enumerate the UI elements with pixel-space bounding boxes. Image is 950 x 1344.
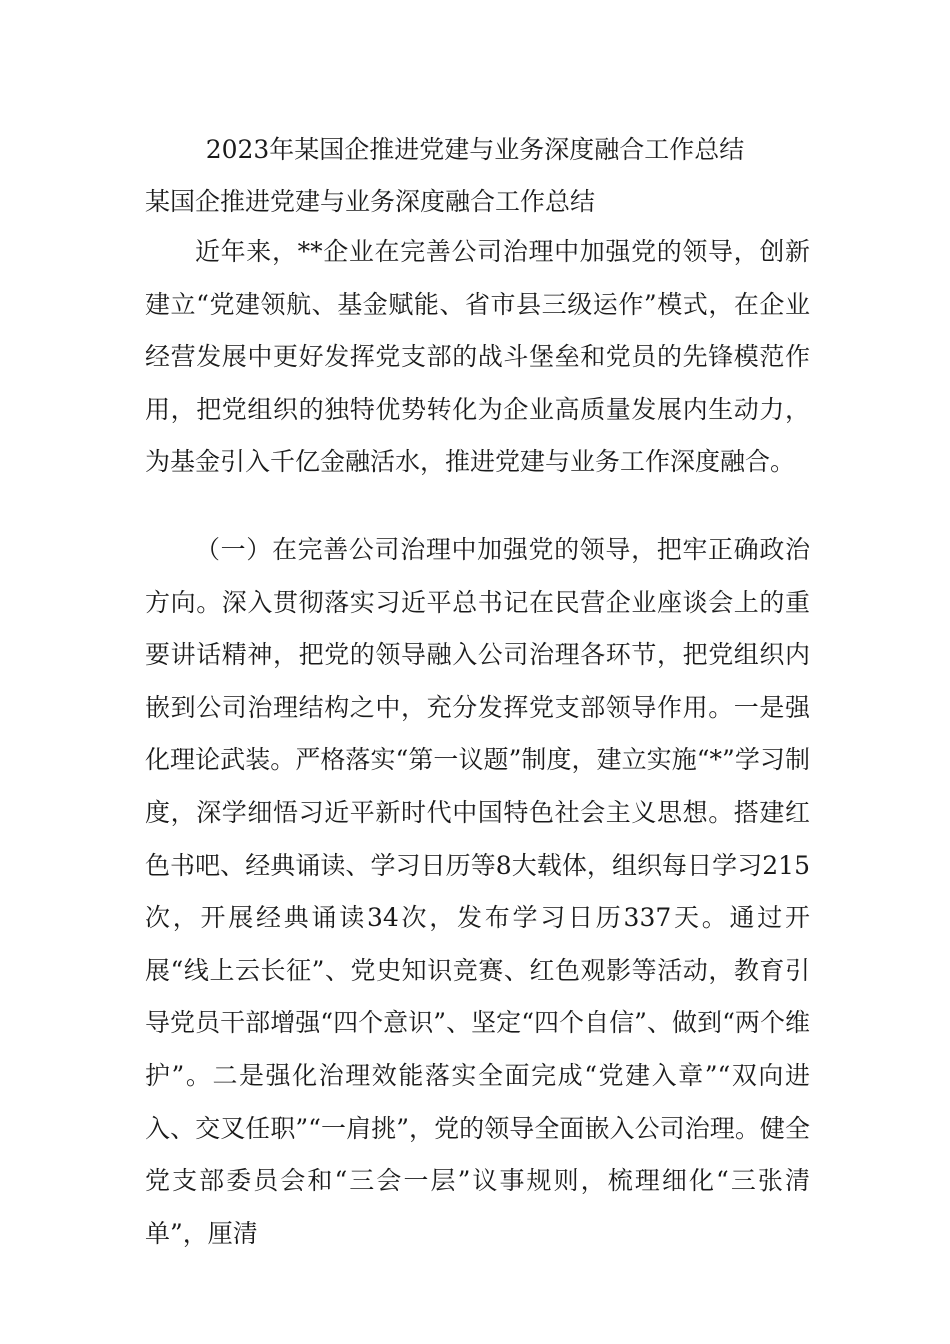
document-title: 2023年某国企推进党建与业务深度融合工作总结 (205, 135, 745, 164)
document-subtitle: 某国企推进党建与业务深度融合工作总结 (145, 187, 596, 216)
intro-paragraph: 近年来，**企业在完善公司治理中加强党的领导，创新建立“党建领航、基金赋能、省市县三级运作”模式，在企业经营发展中更好发挥党支部的战斗堡垒和党员的先锋模范作用，把党组织的独特优势转化为企业高质量发展内生动力，为基金引入千亿金融活水，推进党建与业务工作深度融合。 (145, 237, 810, 477)
section-one-paragraph: （一）在完善公司治理中加强党的领导，把牢正确政治方向。深入贯彻落实习近平总书记在民营企业座谈会上的重要讲话精神，把党的领导融入公司治理各环节，把党组织内嵌到公司治理结构之中，充分发挥党支部领导作用。一是强化理论武装。严格落实“第一议题”制度，建立实施“*”学习制度，深学细悟习近平新时代中国特色社会主义思想。搭建红色书吧、经典诵读、学习日历等8大载体，组织每日学习215次，开展经典诵读34次，发布学习日历337天。通过开展“线上云长征”、党史知识竞赛、红色观影等活动，教育引导党员干部增强“四个意识”、坚定“四个自信”、做到“两个维护”。二是强化治理效能落实全面完成“党建入章”“双向进入、交叉任职”“一肩挑”，党的领导全面嵌入公司治理。健全党支部委员会和“三会一层”议事规则，梳理细化“三张清单”，厘清 (145, 535, 810, 1248)
